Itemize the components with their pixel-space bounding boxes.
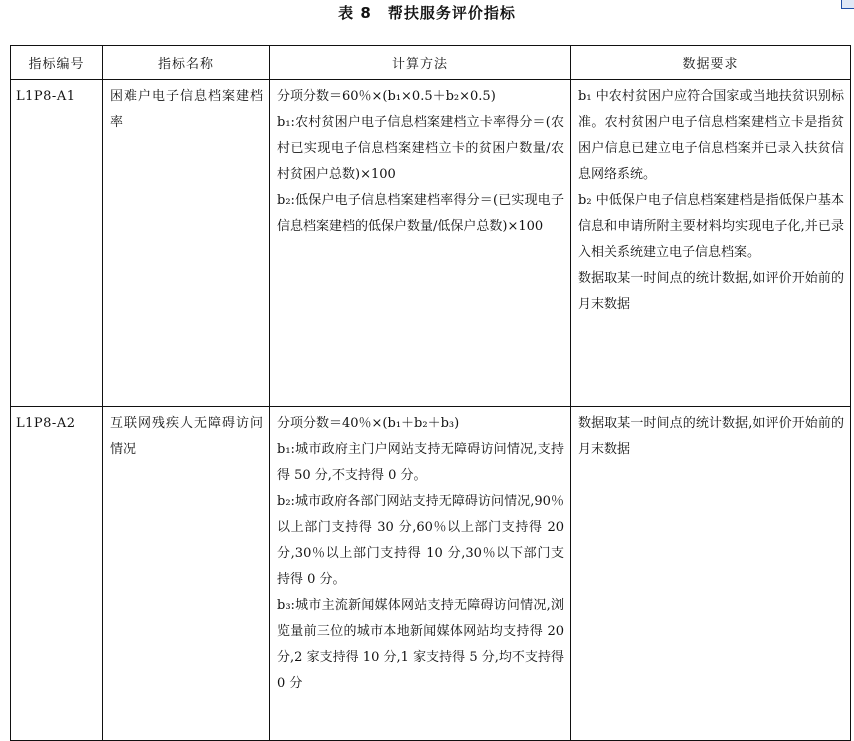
- calculation-method: [270, 407, 571, 741]
- table-header-row: [11, 46, 851, 80]
- table-number: 表 8: [338, 4, 372, 22]
- table-row: [11, 407, 851, 741]
- data-requirement: [571, 80, 851, 407]
- index-code: L1P8-A1: [11, 80, 103, 407]
- method-item: b₂:低保户电子信息档案建档率得分＝(已实现电子信息档案建档的低保户数量/低保户总数)×100: [277, 193, 564, 234]
- method-item: b₁:城市政府主门户网站支持无障碍访问情况,支持得 50 分,不支持得 0 分。: [277, 442, 564, 483]
- data-requirement: [571, 407, 851, 741]
- method-formula: 分项分数＝40％×(b₁＋b₂＋b₃): [277, 416, 460, 431]
- requirement-item: 数据取某一时间点的统计数据,如评价开始前的月末数据: [578, 416, 844, 457]
- table-title-text: 帮扶服务评价指标: [387, 4, 516, 22]
- index-name: 困难户电子信息档案建档率: [103, 80, 270, 407]
- header-data-requirement: 数据要求: [571, 46, 851, 80]
- page-corner-mark: [841, 0, 854, 9]
- evaluation-index-table: [10, 45, 851, 741]
- header-index-code: 指标编号: [11, 46, 103, 80]
- method-item: b₁:农村贫困户电子信息档案建档立卡率得分＝(农村已实现电子信息档案建档立卡的贫困户数量/农村贫困户总数)×100: [277, 115, 564, 182]
- requirement-item: b₁ 中农村贫困户应符合国家或当地扶贫识别标准。农村贫困户电子信息档案建档立卡是指贫困户信息已建立电子信息档案并已录入扶贫信息网络系统。: [578, 89, 844, 182]
- calculation-method: [270, 80, 571, 407]
- header-calculation-method: 计算方法: [270, 46, 571, 80]
- table-row: [11, 80, 851, 407]
- requirement-item: 数据取某一时间点的统计数据,如评价开始前的月末数据: [578, 271, 844, 312]
- method-item: b₂:城市政府各部门网站支持无障碍访问情况,90％以上部门支持得 30 分,60％以上部门支持得 20 分,30％以上部门支持得 10 分,30％以下部门支持得 0 分。: [277, 494, 564, 587]
- index-name: 互联网残疾人无障碍访问情况: [103, 407, 270, 741]
- header-index-name: 指标名称: [103, 46, 270, 80]
- index-code: L1P8-A2: [11, 407, 103, 741]
- method-item: b₃:城市主流新闻媒体网站支持无障碍访问情况,浏览量前三位的城市本地新闻媒体网站均支持得 20 分,2 家支持得 10 分,1 家支持得 5 分,均不支持得 0 分: [277, 598, 564, 691]
- method-formula: 分项分数＝60％×(b₁×0.5＋b₂×0.5): [277, 89, 496, 104]
- table-title: [0, 3, 854, 23]
- requirement-item: b₂ 中低保户电子信息档案建档是指低保户基本信息和申请所附主要材料均实现电子化,并已录入相关系统建立电子信息档案。: [578, 193, 844, 260]
